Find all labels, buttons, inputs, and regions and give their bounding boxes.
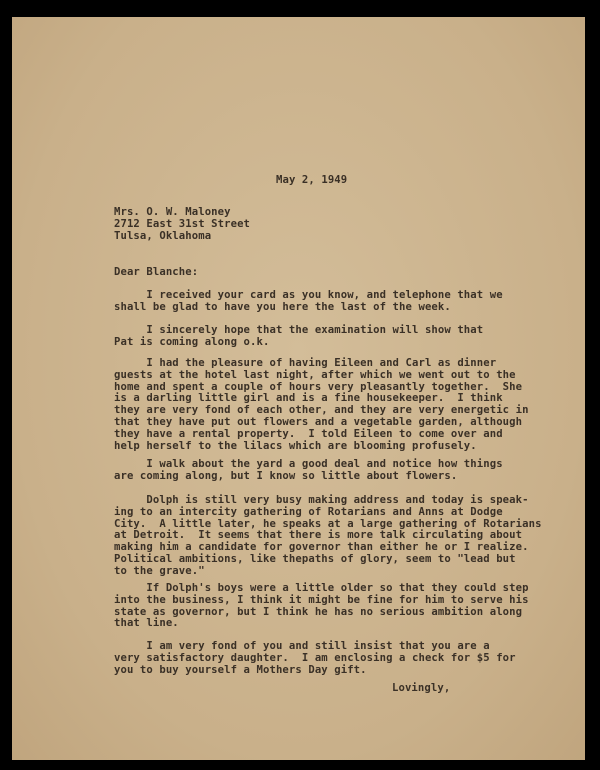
paragraph-1: I received your card as you know, and telephone that we shall be glad to have you here the last of the week. <box>114 289 503 313</box>
recipient-city: Tulsa, Oklahoma <box>114 229 212 242</box>
recipient-address <box>114 207 250 242</box>
paragraph-5: Dolph is still very busy making address and today is speak- ing to an intercity gathering of Rotarians and Anns at Dodge City. A little later, he speaks at a large gathering of Rotarians at Detroit. It seems that there is more talk circulating about making him a candidate for governor than either he or I realize. Political ambitions, like thepaths of glory, seem to "lead but to the grave." <box>114 494 542 577</box>
paragraph-2: I sincerely hope that the examination will show that Pat is coming along o.k. <box>114 324 484 348</box>
paragraph-4: I walk about the yard a good deal and notice how things are coming along, but I know so little about flowers. <box>114 458 503 482</box>
closing: Lovingly, <box>392 682 451 694</box>
paragraph-3: I had the pleasure of having Eileen and Carl as dinner guests at the hotel last night, after which we went out to the home and spent a couple of hours very pleasantly together. She is a darling little girl and is a fine housekeeper. I think they are very fond of each other, and they are very energetic in that they have put out flowers and a vegetable garden, although they have a rental property. I told Eileen to come over and help herself to the lilacs which are blooming profusely. <box>114 357 529 452</box>
paragraph-7: I am very fond of you and still insist that you are a very satisfactory daughter. I am enclosing a check for $5 for you to buy yourself a Mothers Day gift. <box>114 640 516 676</box>
recipient-name: Mrs. O. W. Maloney <box>114 206 231 218</box>
salutation: Dear Blanche: <box>114 266 199 278</box>
letter-page <box>12 17 585 760</box>
recipient-street: 2712 East 31st Street <box>114 217 251 230</box>
letter-date: May 2, 1949 <box>276 174 348 186</box>
paragraph-6: If Dolph's boys were a little older so that they could step into the business, I think it might be fine for him to serve his state as governor, but I think he has no serious ambition along that line. <box>114 582 529 630</box>
